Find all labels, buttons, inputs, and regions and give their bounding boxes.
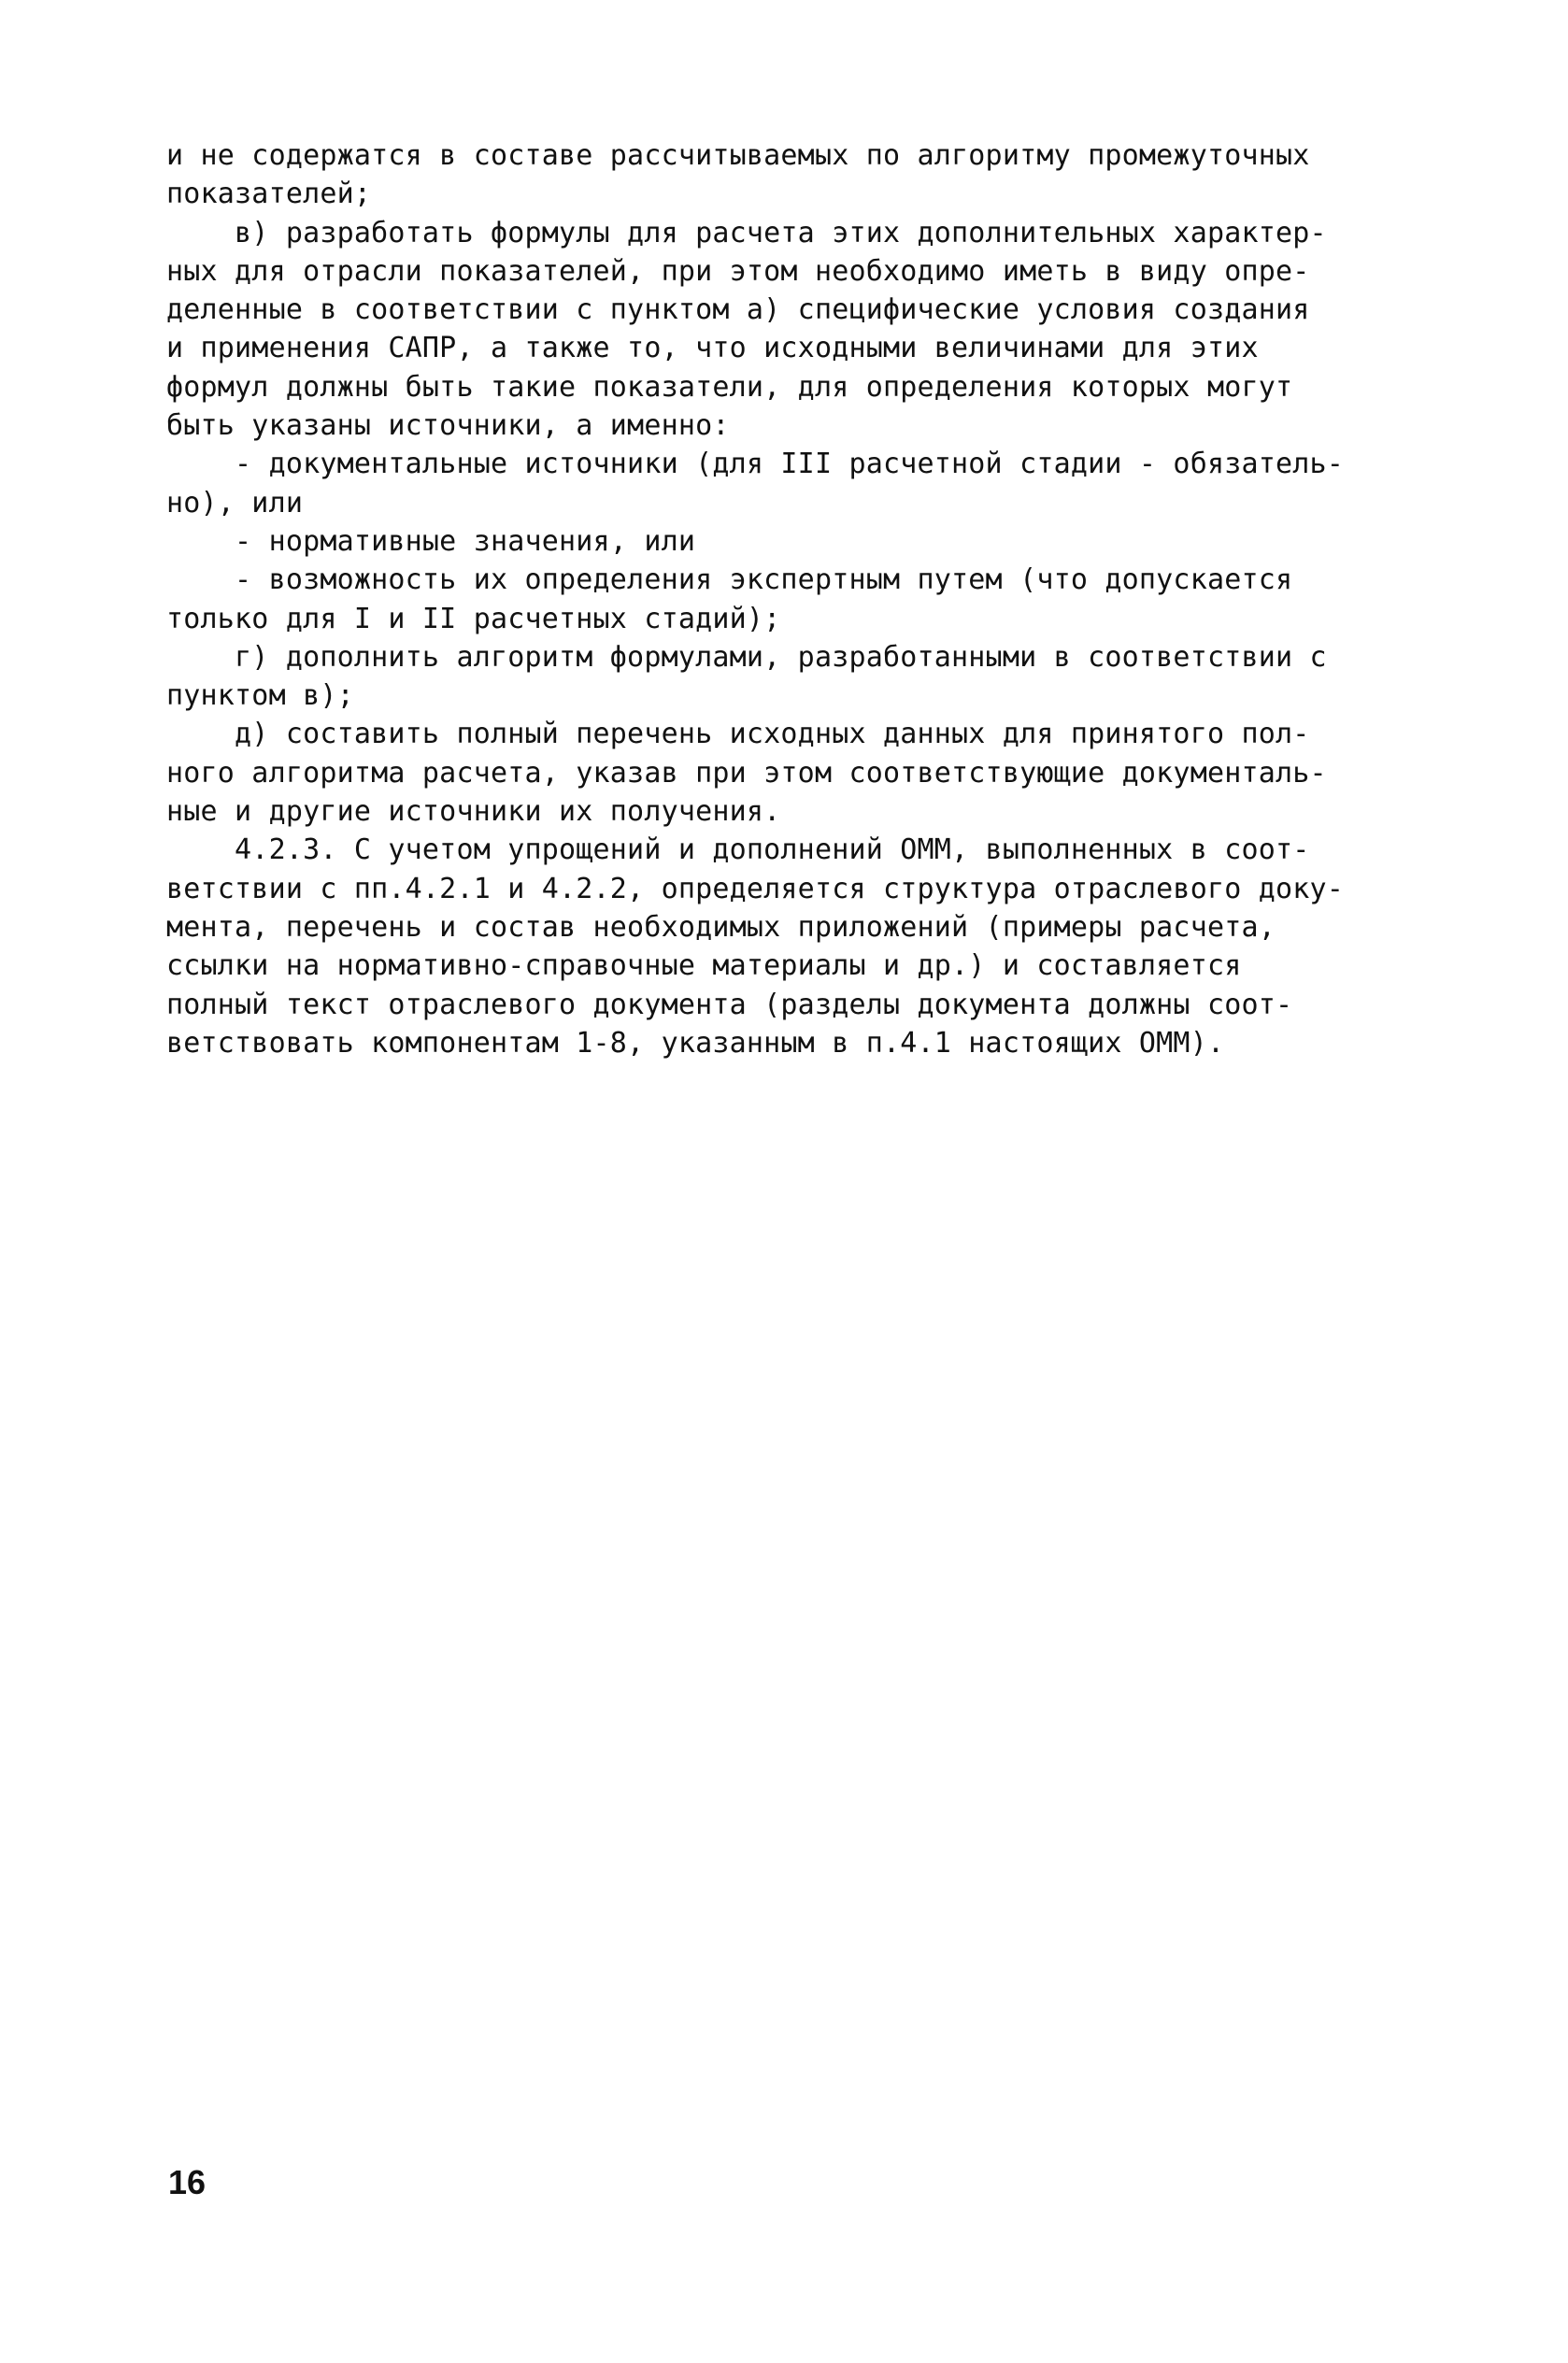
- text-line: и применения САПР, а также то, что исходными величинами для этих: [166, 332, 1259, 365]
- text-line: ссылки на нормативно-справочные материалы и др.) и составляется: [166, 949, 1242, 983]
- text-line: формул должны быть такие показатели, для определения которых могут: [166, 370, 1293, 404]
- text-line: деленные в соответствии с пунктом а) специфические условия создания: [166, 293, 1310, 327]
- text-line: 4.2.3. С учетом упрощений и дополнений ОММ, выполненных в соот-: [166, 833, 1310, 867]
- text-line: ветствовать компонентам 1-8, указанным в п.4.1 настоящих ОММ).: [166, 1026, 1225, 1060]
- text-line: полный текст отраслевого документа (разделы документа должны соот-: [166, 988, 1293, 1021]
- text-line: и не содержатся в составе рассчитываемых по алгоритму промежуточных: [166, 139, 1310, 172]
- text-line: - возможность их определения экспертным путем (что допускается: [166, 563, 1293, 597]
- text-line: г) дополнить алгоритм формулами, разработанными в соответствии с: [166, 640, 1327, 674]
- text-line: ных для отрасли показателей, при этом необходимо иметь в виду опре-: [166, 254, 1310, 288]
- text-line: показателей;: [166, 178, 372, 211]
- text-line: - документальные источники (для III расчетной стадии - обязатель-: [166, 448, 1345, 481]
- text-line: ветствии с пп.4.2.1 и 4.2.2, определяется структура отраслевого доку-: [166, 872, 1345, 905]
- text-line: пунктом в);: [166, 679, 354, 713]
- document-body-text: [166, 136, 1420, 1062]
- text-line: ные и другие источники их получения.: [166, 795, 781, 829]
- text-line: д) составить полный перечень исходных данных для принятого пол-: [166, 718, 1310, 751]
- text-line: - нормативные значения, или: [166, 524, 696, 558]
- text-line: мента, перечень и состав необходимых приложений (примеры расчета,: [166, 910, 1276, 944]
- text-line: только для I и II расчетных стадий);: [166, 602, 781, 635]
- text-line: быть указаны источники, а именно:: [166, 409, 730, 443]
- text-line: но), или: [166, 486, 304, 520]
- text-line: ного алгоритма расчета, указав при этом соответствующие документаль-: [166, 756, 1327, 790]
- page-number: 16: [168, 2163, 207, 2201]
- text-line: в) разработать формулы для расчета этих дополнительных характер-: [166, 216, 1327, 249]
